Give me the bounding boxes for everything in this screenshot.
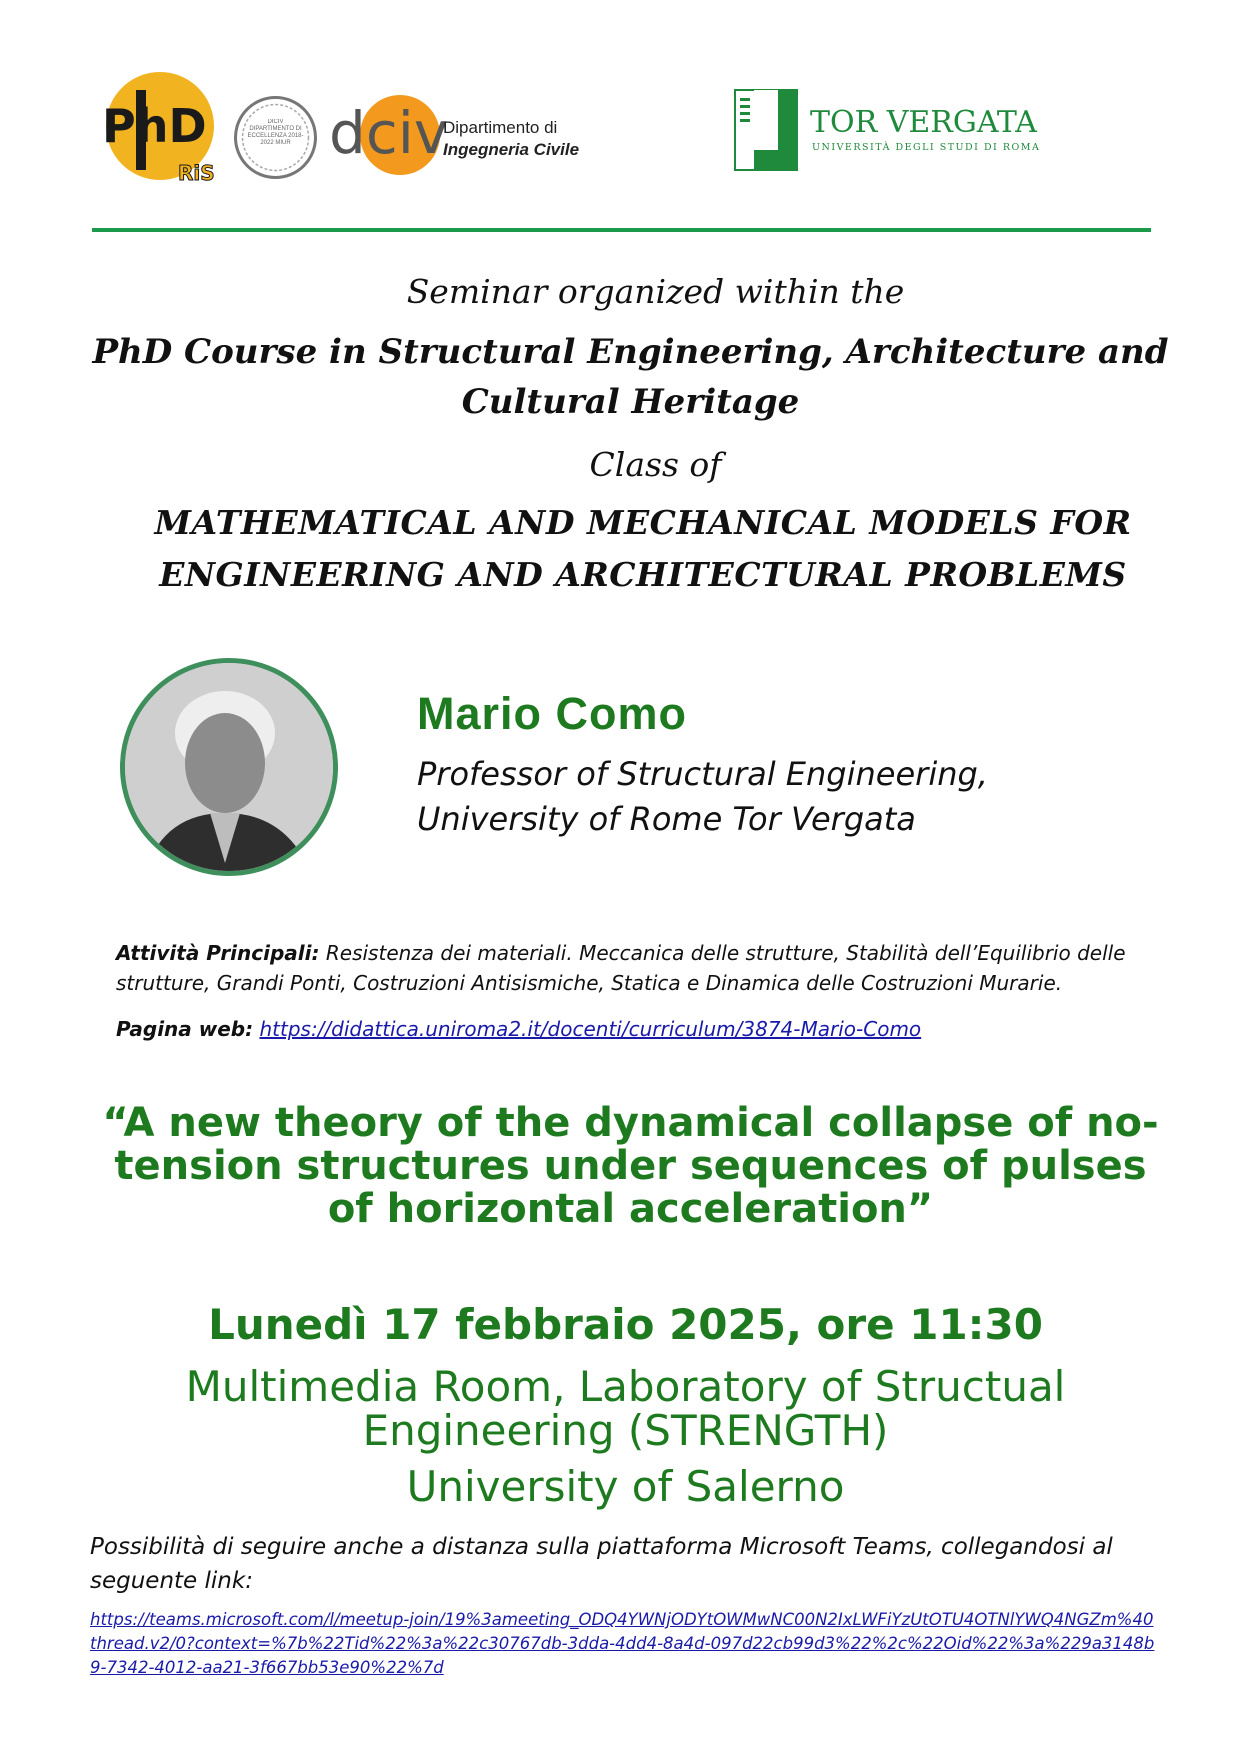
- phd-ris-logo: [100, 70, 225, 185]
- tor-vergata-name: TOR VERGATA: [810, 105, 1037, 140]
- activities-text: Resistenza dei materiali. Meccanica delle strutture, Stabilità dell’Equilibrio delle strutture, Grandi Ponti, Costruzioni Antisismiche, Statica e Dinamica delle Costruzioni Murarie.: [116, 941, 1126, 995]
- webpage-link[interactable]: https://didattica.uniroma2.it/docenti/curriculum/3874-Mario-Como: [259, 1017, 922, 1041]
- teams-meeting-link[interactable]: https://teams.microsoft.com/l/meetup-join/19%3ameeting_ODQ4YWNjODYtOWMwNC00N2IxLWFiYzUtOTU4OTNlYWQ4NGZm%40thread.v2/0?context=%7b%22Tid%22%3a%22c30767db-3dda-4dd4-8a4d-097d22cb99d3%22%2c%22Oid%22%3a%229a3148b9-7342-4012-aa21-3f667bb53e90%22%7d: [90, 1610, 1155, 1677]
- phd-logo-text: PhD: [102, 99, 207, 153]
- seminar-intro: Seminar organized within the: [406, 272, 905, 311]
- tor-vergata-subtitle: UNIVERSITÀ DEGLI STUDI DI ROMA: [812, 142, 1041, 153]
- talk-title-line1: “A new theory of the dynamical collapse of no-: [102, 1100, 1159, 1146]
- class-title-line1: MATHEMATICAL AND MECHANICAL MODELS FOR: [154, 503, 1132, 542]
- dept-name-line1: Dipartimento di: [443, 118, 558, 137]
- speaker-photo: [120, 658, 338, 876]
- activities-label: Attività Principali:: [116, 941, 320, 965]
- remote-attendance-note: Possibilità di seguire anche a distanza sulla piattaforma Microsoft Teams, collegandosi al seguente link:: [90, 1534, 1113, 1594]
- class-of-label: Class of: [589, 445, 722, 484]
- header-divider: [92, 228, 1151, 232]
- dciv-logo-text: dciv: [329, 99, 449, 167]
- event-room-line1: Multimedia Room, Laboratory of Structual: [185, 1362, 1066, 1411]
- webpage-label: Pagina web:: [116, 1017, 254, 1041]
- speaker-name: Mario Como: [417, 688, 688, 739]
- tor-vergata-logo: [730, 88, 1080, 173]
- dciv-logo: [325, 85, 595, 180]
- speaker-activities: [116, 938, 1146, 998]
- department-excellence-seal: [233, 95, 318, 180]
- talk-title-line3: of horizontal acceleration”: [327, 1186, 934, 1232]
- speaker-role-line2: University of Rome Tor Vergata: [417, 800, 916, 838]
- event-date: Lunedì 17 febbraio 2025, ore 11:30: [208, 1300, 1043, 1349]
- speaker-webpage: [116, 1017, 921, 1041]
- phd-logo-subtext: RiS: [178, 161, 215, 185]
- dept-name-line2: Ingegneria Civile: [443, 140, 580, 159]
- class-title-line2: ENGINEERING AND ARCHITECTURAL PROBLEMS: [159, 555, 1127, 594]
- talk-title-line2: tension structures under sequences of pulses: [114, 1143, 1147, 1189]
- event-room-line3: University of Salerno: [406, 1462, 845, 1511]
- speaker-role-line1: Professor of Structural Engineering,: [417, 755, 988, 793]
- event-room-line2: Engineering (STRENGTH): [362, 1406, 889, 1455]
- seal-text: DICIV DIPARTIMENTO DI ECCELLENZA 2018-2022 MIUR: [247, 119, 304, 146]
- course-title-line2: Cultural Heritage: [461, 382, 800, 422]
- course-title-line1: PhD Course in Structural Engineering, Architecture and: [92, 332, 1169, 372]
